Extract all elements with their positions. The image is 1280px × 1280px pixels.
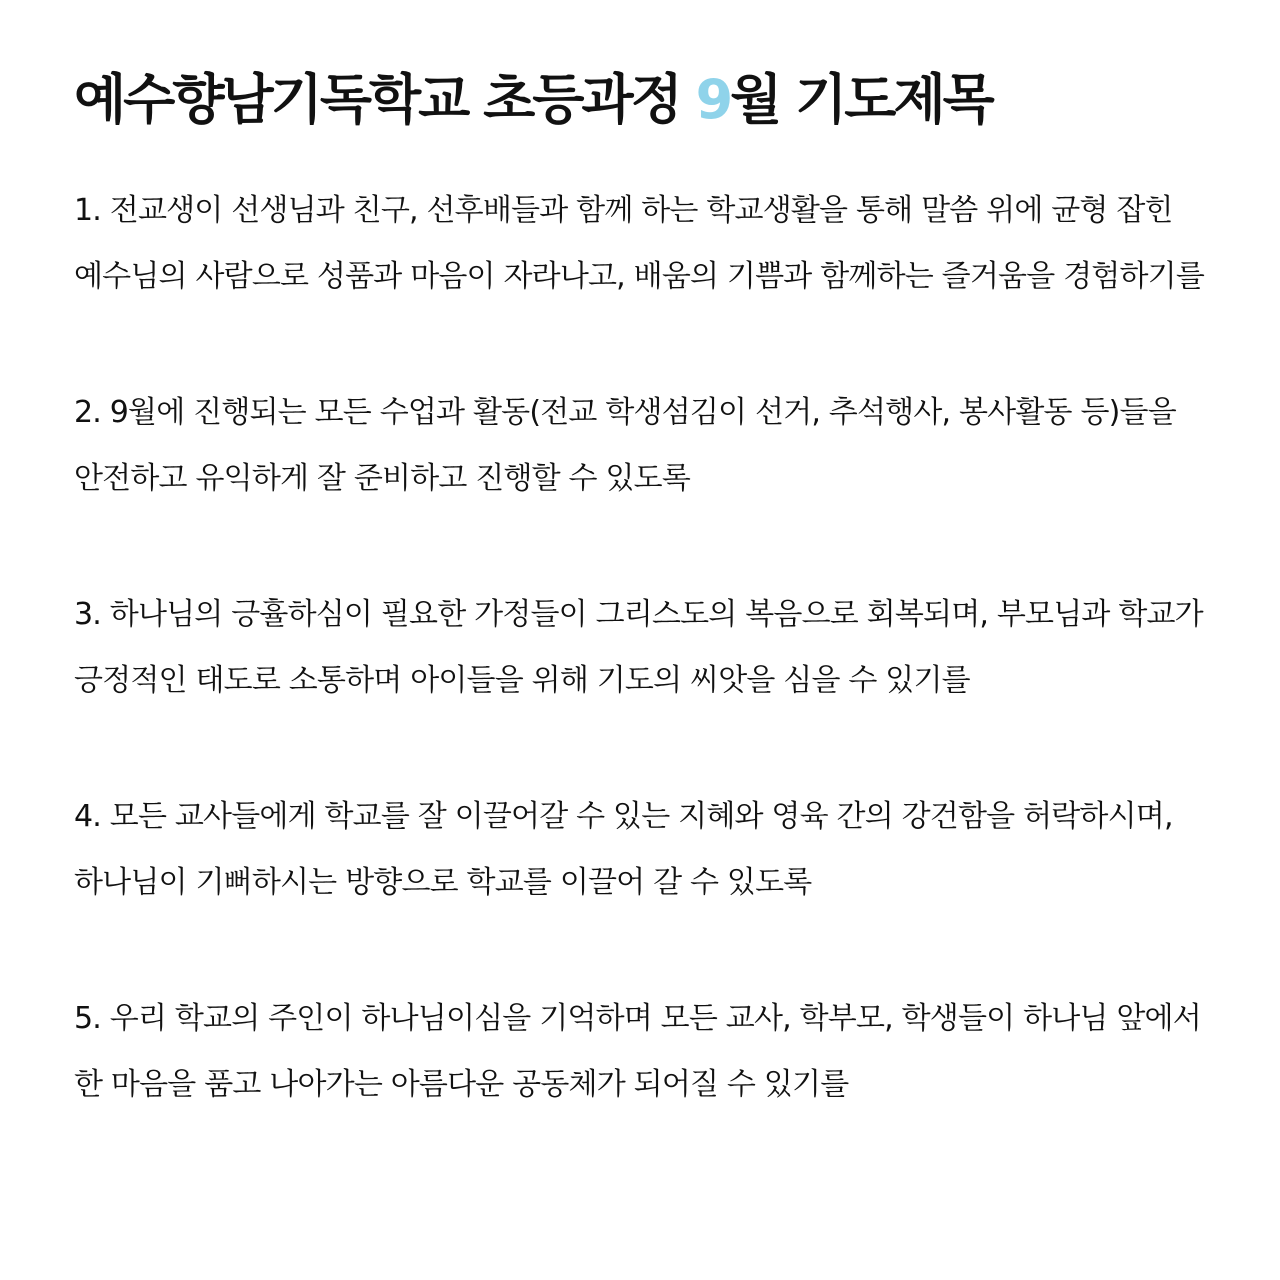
- title-month-number: 9: [695, 68, 731, 131]
- prayer-item-4: 4. 모든 교사들에게 학교를 잘 이끌어갈 수 있는 지혜와 영육 간의 강건함을 허락하시며, 하나님이 기뻐하시는 방향으로 학교를 이끌어 갈 수 있도록: [74, 799, 1173, 900]
- title-text-suffix: 월 기도제목: [730, 68, 992, 131]
- prayer-item-5: 5. 우리 학교의 주인이 하나님이심을 기억하며 모든 교사, 학부모, 학생들이 하나님 앞에서 한 마음을 품고 나아가는 아름다운 공동체가 되어질 수 있기를: [74, 1001, 1201, 1102]
- page-title: [74, 62, 1209, 138]
- prayer-item-1: 1. 전교생이 선생님과 친구, 선후배들과 함께 하는 학교생활을 통해 말씀 위에 균형 잡힌 예수님의 사람으로 성품과 마음이 자라나고, 배움의 기쁨과 함께하는 즐거움을 경험하기를: [74, 193, 1205, 294]
- prayer-item-2: 2. 9월에 진행되는 모든 수업과 활동(전교 학생섬김이 선거, 추석행사, 봉사활동 등)들을 안전하고 유익하게 잘 준비하고 진행할 수 있도록: [74, 395, 1176, 496]
- prayer-list: [74, 178, 1209, 1118]
- title-text: 예수향남기독학교 초등과정: [74, 68, 696, 131]
- prayer-document: [74, 62, 1209, 1118]
- prayer-item-3: 3. 하나님의 긍휼하심이 필요한 가정들이 그리스도의 복음으로 회복되며, 부모님과 학교가 긍정적인 태도로 소통하며 아이들을 위해 기도의 씨앗을 심을 수 있기를: [74, 597, 1203, 698]
